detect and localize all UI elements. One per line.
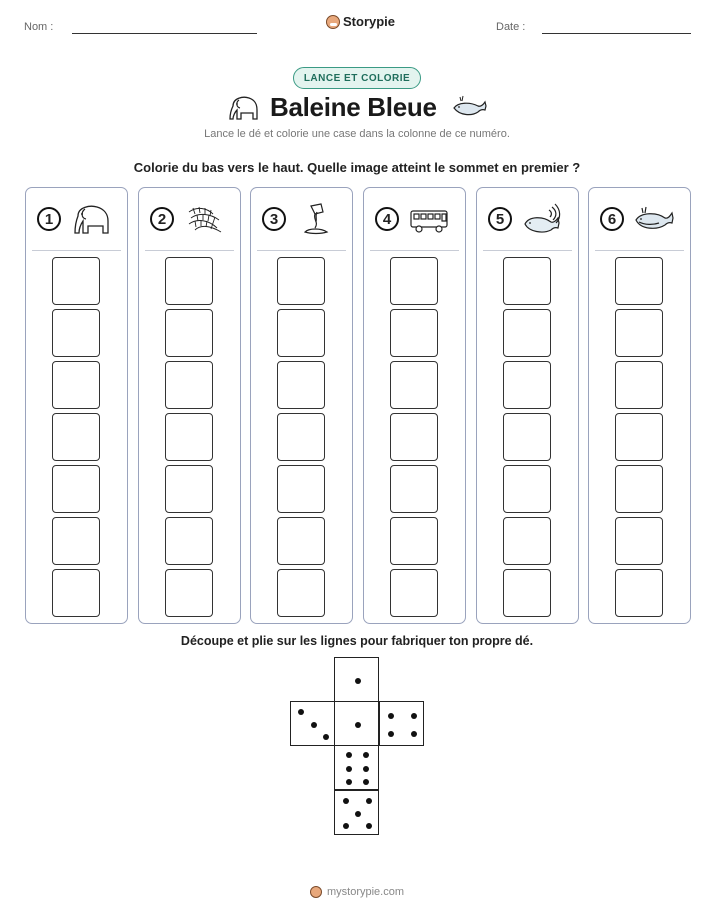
dice-pip — [343, 823, 349, 829]
color-cell[interactable] — [52, 569, 100, 617]
dice-pip — [363, 766, 369, 772]
dice-face-4 — [379, 701, 424, 746]
column-number: 3 — [262, 207, 286, 231]
color-cell[interactable] — [390, 257, 438, 305]
color-cell[interactable] — [390, 309, 438, 357]
column-number: 4 — [375, 207, 399, 231]
dice-face-5 — [334, 790, 379, 835]
dice-face-1 — [334, 701, 379, 746]
column-header — [477, 188, 578, 250]
column-divider — [32, 250, 121, 251]
color-cell[interactable] — [615, 569, 663, 617]
column-divider — [257, 250, 346, 251]
whale-sound-icon — [521, 202, 565, 236]
dice-face-3 — [290, 701, 335, 746]
elephant-icon — [227, 94, 261, 122]
color-cell[interactable] — [52, 257, 100, 305]
water-pouring-icon — [295, 202, 339, 236]
dice-pip — [411, 713, 417, 719]
brand-logo — [326, 14, 395, 29]
color-cell[interactable] — [165, 257, 213, 305]
color-cell[interactable] — [165, 517, 213, 565]
color-cell[interactable] — [390, 517, 438, 565]
dice-pip — [363, 779, 369, 785]
date-line — [542, 33, 691, 34]
color-cell[interactable] — [615, 413, 663, 461]
storypie-footer-icon — [310, 886, 322, 898]
column-2 — [138, 187, 241, 624]
color-cell[interactable] — [277, 569, 325, 617]
color-cell[interactable] — [390, 465, 438, 513]
color-cell[interactable] — [52, 465, 100, 513]
color-cell[interactable] — [165, 569, 213, 617]
color-cell[interactable] — [615, 465, 663, 513]
color-cell[interactable] — [503, 309, 551, 357]
column-number: 5 — [488, 207, 512, 231]
column-5 — [476, 187, 579, 624]
dice-pip — [355, 722, 361, 728]
color-cell[interactable] — [52, 517, 100, 565]
color-cell[interactable] — [52, 413, 100, 461]
color-cell[interactable] — [503, 257, 551, 305]
brand-name: Storypie — [343, 14, 396, 29]
color-cell[interactable] — [503, 465, 551, 513]
name-label: Nom : — [24, 21, 54, 33]
color-cell[interactable] — [615, 517, 663, 565]
dice-pip — [355, 811, 361, 817]
column-divider — [595, 250, 684, 251]
dice-pip — [411, 731, 417, 737]
color-cell[interactable] — [165, 465, 213, 513]
dice-pip — [346, 752, 352, 758]
title-row — [0, 90, 714, 126]
footer-url: mystorypie.com — [326, 886, 405, 898]
color-cell[interactable] — [503, 517, 551, 565]
dice-pip — [366, 823, 372, 829]
column-number: 2 — [150, 207, 174, 231]
column-number: 1 — [37, 207, 61, 231]
dice-pip — [388, 731, 394, 737]
column-3 — [250, 187, 353, 624]
color-cell[interactable] — [390, 361, 438, 409]
dice-pip — [366, 798, 372, 804]
dice-pip — [346, 766, 352, 772]
school-bus-icon — [408, 202, 452, 236]
color-cell[interactable] — [277, 517, 325, 565]
dice-pip — [323, 734, 329, 740]
color-cell[interactable] — [165, 413, 213, 461]
column-header — [251, 188, 352, 250]
color-cell[interactable] — [52, 309, 100, 357]
column-4 — [363, 187, 466, 624]
column-6 — [588, 187, 691, 624]
column-header — [139, 188, 240, 250]
subtitle: Lance le dé et colorie une case dans la colonne de ce numéro. — [204, 128, 510, 140]
color-cell[interactable] — [277, 361, 325, 409]
color-cell[interactable] — [615, 361, 663, 409]
color-cell[interactable] — [277, 465, 325, 513]
column-divider — [370, 250, 459, 251]
dice-pip — [363, 752, 369, 758]
dice-face-6 — [334, 745, 379, 790]
color-cell[interactable] — [277, 413, 325, 461]
dice-pip — [343, 798, 349, 804]
page-title: Baleine Bleue — [270, 92, 437, 122]
dice-pip — [388, 713, 394, 719]
color-cell[interactable] — [277, 309, 325, 357]
color-cell[interactable] — [503, 569, 551, 617]
column-divider — [145, 250, 234, 251]
name-line — [72, 33, 257, 34]
column-header — [589, 188, 690, 250]
column-number: 6 — [600, 207, 624, 231]
color-cell[interactable] — [503, 361, 551, 409]
dice-pip — [346, 779, 352, 785]
activity-badge: LANCE ET COLORIE — [293, 67, 421, 89]
column-divider — [483, 250, 572, 251]
color-cell[interactable] — [390, 569, 438, 617]
date-label: Date : — [496, 21, 526, 33]
column-1 — [25, 187, 128, 624]
elephant-icon — [70, 202, 114, 236]
storypie-logo-icon — [326, 15, 340, 29]
whale-icon — [452, 94, 488, 120]
dice-pip — [355, 678, 361, 684]
color-cell[interactable] — [390, 413, 438, 461]
dice-pip — [298, 709, 304, 715]
color-cell[interactable] — [615, 257, 663, 305]
color-cell[interactable] — [277, 257, 325, 305]
footer — [0, 886, 714, 898]
color-cell[interactable] — [165, 361, 213, 409]
color-cell[interactable] — [165, 309, 213, 357]
header — [0, 14, 714, 38]
color-cell[interactable] — [503, 413, 551, 461]
dice-face-1 — [334, 657, 379, 702]
dice-instruction: Découpe et plie sur les lignes pour fabriquer ton propre dé. — [180, 634, 534, 648]
krill-icon — [183, 202, 227, 236]
color-cell[interactable] — [52, 361, 100, 409]
color-cell[interactable] — [615, 309, 663, 357]
instruction: Colorie du bas vers le haut. Quelle image atteint le sommet en premier ? — [133, 160, 581, 175]
blue-whale-icon — [633, 202, 677, 236]
column-header — [364, 188, 465, 250]
dice-pip — [311, 722, 317, 728]
column-header — [26, 188, 127, 250]
